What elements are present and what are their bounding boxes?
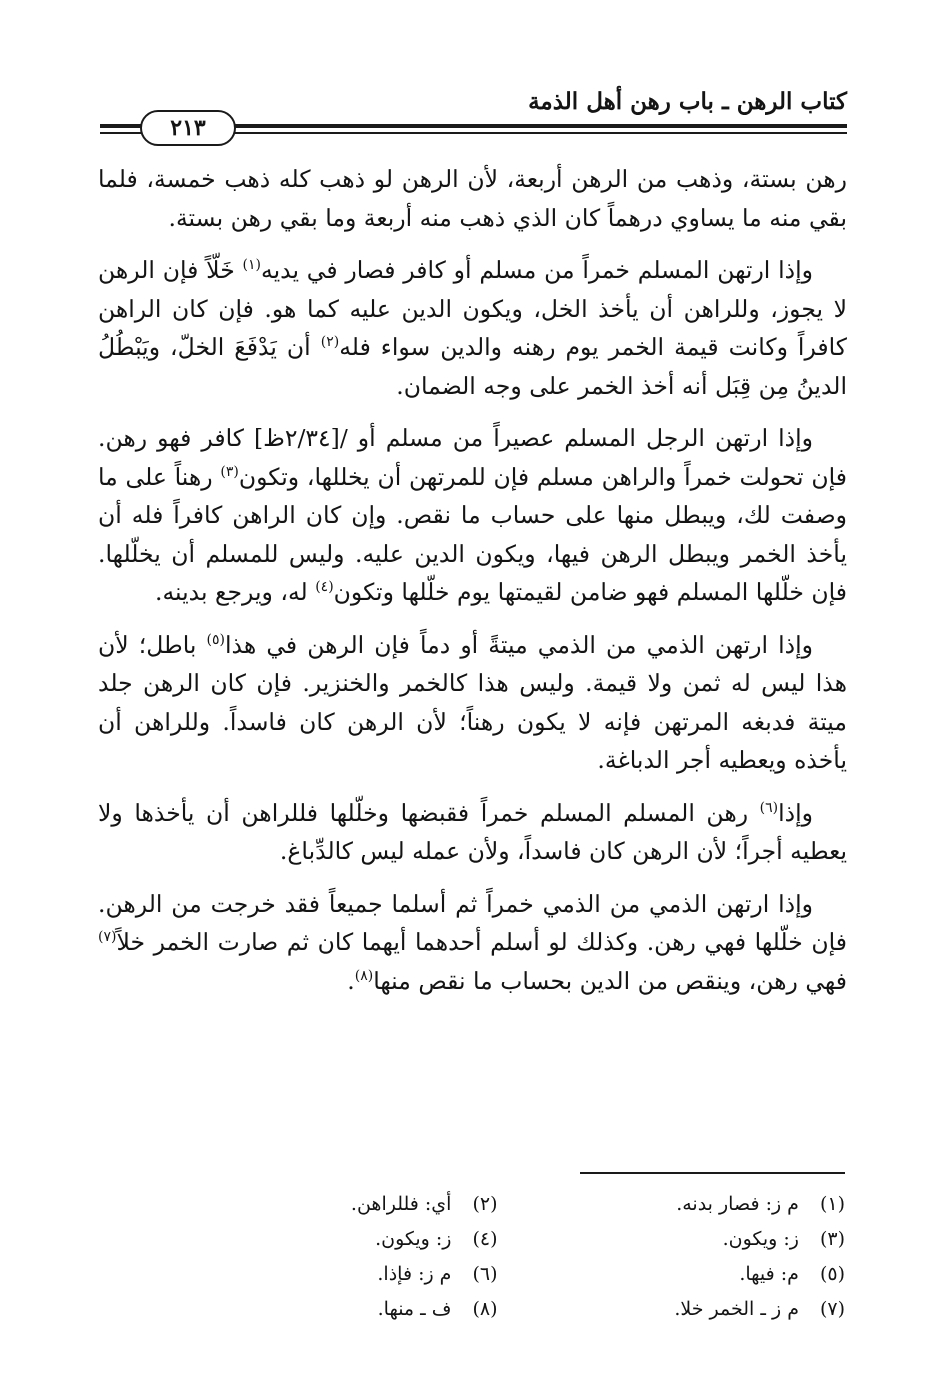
paragraph-text: وإذا bbox=[778, 798, 813, 827]
footnote-text: م ز: فصار بدنه. bbox=[676, 1192, 805, 1215]
footnote-number: (٣) bbox=[819, 1227, 845, 1250]
footnote-number: (١) bbox=[819, 1192, 845, 1215]
footnote-number: (٨) bbox=[472, 1297, 498, 1320]
footnote-item bbox=[498, 1193, 846, 1215]
main-text bbox=[98, 160, 847, 1014]
footnote-row bbox=[150, 1291, 845, 1326]
footnote-ref: (٦) bbox=[759, 799, 779, 816]
footnote-ref: (٧) bbox=[98, 929, 117, 946]
footnote-number: (٥) bbox=[819, 1262, 845, 1285]
footnote-item bbox=[498, 1263, 846, 1285]
paragraph-text: له، ويرجع بدينه. bbox=[154, 578, 316, 606]
footnote-ref: (٨) bbox=[354, 967, 374, 984]
footnotes bbox=[150, 1186, 845, 1326]
footnote-number: (٦) bbox=[472, 1262, 498, 1285]
footnote-ref: (١) bbox=[242, 257, 261, 274]
paragraph-text: وإذا ارتهن الذمي من الذمي خمراً ثم أسلما جميعاً فقد خرجت من الرهن. فإن خلّلها فهي رهن. وكذلك لو أسلم أحدهما أيهما كان ثم صارت الخمر خلاً bbox=[98, 889, 847, 956]
footnote-text: م ز: فإذا. bbox=[377, 1262, 458, 1285]
paragraph-text: أن يَدْفَعَ الخلّ، ويَبْطُلُ الدينُ مِن قِبَل أنه أخذ الخمر على وجه الضمان. bbox=[98, 333, 847, 400]
footnote-number: (٢) bbox=[472, 1192, 498, 1215]
footnote-text: أي: فللراهن. bbox=[350, 1192, 458, 1215]
footnote-item bbox=[150, 1298, 498, 1320]
footnote-ref: (٢) bbox=[320, 334, 340, 351]
paragraph-text: . bbox=[347, 966, 355, 995]
footnote-number: (٤) bbox=[472, 1227, 498, 1250]
footnote-number: (٧) bbox=[819, 1297, 845, 1320]
footnote-item bbox=[498, 1298, 846, 1320]
page-number: ٢١٣ bbox=[140, 110, 236, 146]
paragraph-text: رهن بستة، وذهب من الرهن أربعة، لأن الرهن لو ذهب كله ذهب خمسة، فلما بقي منه ما يساوي درهماً كان الذي ذهب منه أربعة وما بقي رهن بستة. bbox=[98, 165, 847, 232]
footnote-text: ز: ويكون. bbox=[375, 1227, 458, 1250]
footnote-ref: (٤) bbox=[315, 579, 334, 596]
footnote-row bbox=[150, 1256, 845, 1291]
paragraph bbox=[98, 794, 847, 871]
running-header-title: كتاب الرهن ـ باب رهن أهل الذمة bbox=[528, 88, 847, 115]
paragraph bbox=[98, 419, 847, 612]
footnote-row bbox=[150, 1186, 845, 1221]
paragraph-text: رهناً على ما وصفت لك، ويبطل منها على حساب ما نقص. وإن كان الراهن كافراً فله أن يأخذ الخمر ويبطل الرهن فيها، ويكون الدين عليه. وليس للمسلم أن يخلّلها. فإن خلّلها المسلم فهو ضامن لقيمتها يوم خلّلها وتكون bbox=[98, 462, 847, 606]
footnote-separator bbox=[580, 1172, 845, 1174]
footnote-text: م ز ـ الخمر خلا. bbox=[674, 1297, 805, 1320]
paragraph-text: وإذا ارتهن الذمي من الذمي ميتةً أو دماً فإن الرهن في هذا bbox=[224, 630, 813, 659]
paragraph-text: فهي رهن، وينقص من الدين بحساب ما نقص منها bbox=[373, 966, 847, 995]
footnote-text: ز: ويكون. bbox=[722, 1227, 805, 1250]
footnote-text: ف ـ منها. bbox=[377, 1297, 458, 1320]
paragraph-text: باطل؛ لأن هذا ليس له ثمن ولا قيمة. وليس هذا كالخمر والخنزير. فإن كان الرهن جلد ميتة فدبغه المرتهن فإنه لا يكون رهناً؛ لأن الرهن كان فاسداً. وللراهن أن يأخذه ويعطيه أجر الدباغة. bbox=[98, 630, 847, 774]
paragraph bbox=[98, 251, 847, 405]
footnote-item bbox=[150, 1228, 498, 1250]
footnote-row bbox=[150, 1221, 845, 1256]
paragraph-text: وإذا ارتهن الرجل المسلم عصيراً من مسلم أو /[٢/٣٤ظ] كافر فهو رهن. فإن تحولت خمراً والراهن مسلم فإن للمرتهن أن يخللها، وتكون bbox=[98, 424, 847, 491]
footnote-ref: (٥) bbox=[206, 631, 225, 648]
paragraph bbox=[98, 885, 847, 1001]
footnote-item bbox=[150, 1263, 498, 1285]
paragraph-text: خَلّاً فإن الرهن لا يجوز، وللراهن أن يأخذ الخل، ويكون الدين عليه كما هو. فإن كان الراهن كافراً وكانت قيمة الخمر يوم رهنه والدين سواء فله bbox=[98, 256, 847, 361]
paragraph-text: رهن المسلم المسلم خمراً فقبضها وخلّلها فللراهن أن يأخذها ولا يعطيه أجراً؛ لأن الرهن كان فاسداً، ولأن عمله ليس كالدِّباغ. bbox=[98, 798, 847, 865]
paragraph bbox=[98, 626, 847, 780]
footnote-item bbox=[498, 1228, 846, 1250]
footnote-item bbox=[150, 1193, 498, 1215]
paragraph bbox=[98, 160, 847, 237]
paragraph-text: وإذا ارتهن المسلم خمراً من مسلم أو كافر فصار في يديه bbox=[260, 256, 813, 284]
footnote-text: م: فيها. bbox=[739, 1262, 805, 1285]
footnote-ref: (٣) bbox=[220, 463, 239, 480]
